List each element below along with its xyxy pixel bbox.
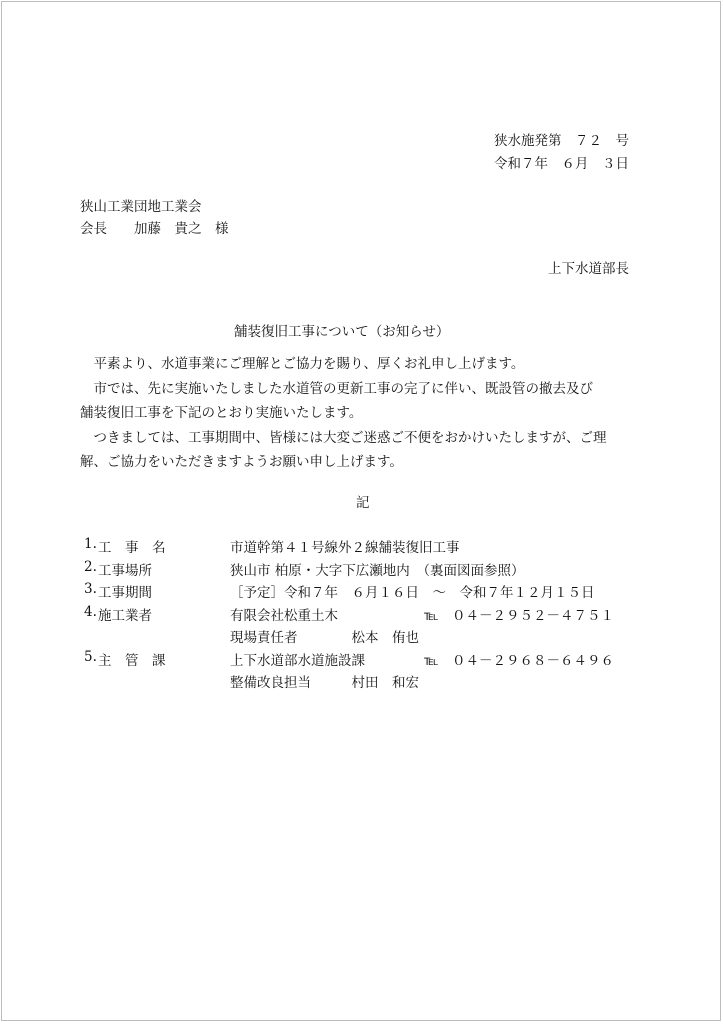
item-list: [84, 536, 644, 694]
item-value: 狭山市 柏原・大字下広瀬地内 （裏面図面参照）: [230, 562, 525, 579]
list-item: [84, 649, 644, 672]
item-value: 市道幹第４１号線外２線舗装復旧工事: [230, 540, 460, 556]
document-title: 舗装復旧工事について（お知らせ）: [234, 324, 450, 340]
item-value: 有限会社松重土木: [230, 607, 338, 624]
body-paragraph-1: 平素より、水道事業にご理解とご協力を賜り、厚くお礼申し上げます。: [80, 356, 525, 372]
item-number: 5.: [84, 648, 97, 665]
item-number: 4.: [84, 603, 97, 620]
list-item: [84, 671, 644, 694]
item-label: 工 事 名: [98, 540, 166, 556]
ki-heading: 記: [356, 495, 370, 511]
item-tel: ℡ ０４－２９６８－６４９６: [424, 652, 615, 669]
item-value: 現場責任者 松本 侑也: [230, 630, 419, 646]
document-date: 令和７年 ６月 ３日: [494, 156, 629, 172]
item-label: 主 管 課: [98, 652, 166, 669]
body-paragraph-2a: 市では、先に実施いたしました水道管の更新工事の完了に伴い、既設管の撤去及び: [80, 380, 593, 397]
item-tel: ℡ ０４－２９５２－４７５１: [424, 607, 615, 624]
item-number: 1.: [84, 536, 97, 552]
body-paragraph-3a: つきましては、工事期間中、皆様には大変ご迷惑ご不便をおかけいたしますが、ご理: [80, 429, 607, 446]
sender: 上下水道部長: [548, 261, 629, 277]
item-label: 施工業者: [98, 607, 152, 624]
item-value: 上下水道部水道施設課: [230, 652, 365, 669]
item-value: 整備改良担当 村田 和宏: [230, 675, 419, 691]
list-item: [84, 604, 644, 627]
list-item: [84, 559, 644, 582]
body-paragraph-2b: 舗装復旧工事を下記のとおり実施いたします。: [80, 405, 363, 421]
list-item: [84, 581, 644, 604]
item-label: 工事期間: [98, 585, 152, 601]
recipient-person: 会長 加藤 貴之 様: [80, 221, 229, 237]
item-label: 工事場所: [98, 562, 152, 579]
recipient-org: 狭山工業団地工業会: [80, 199, 202, 215]
document-number: 狭水施発第 ７２ 号: [494, 133, 629, 149]
body-paragraph-3b: 解、ご協力をいただきますようお願い申し上げます。: [80, 454, 403, 470]
item-number: 2.: [84, 558, 97, 575]
list-item: [84, 536, 644, 559]
body-text: [80, 352, 640, 475]
item-value: ［予定］令和７年 ６月１６日 ～ 令和７年１２月１５日: [230, 585, 595, 601]
item-number: 3.: [84, 581, 97, 597]
list-item: [84, 626, 644, 649]
